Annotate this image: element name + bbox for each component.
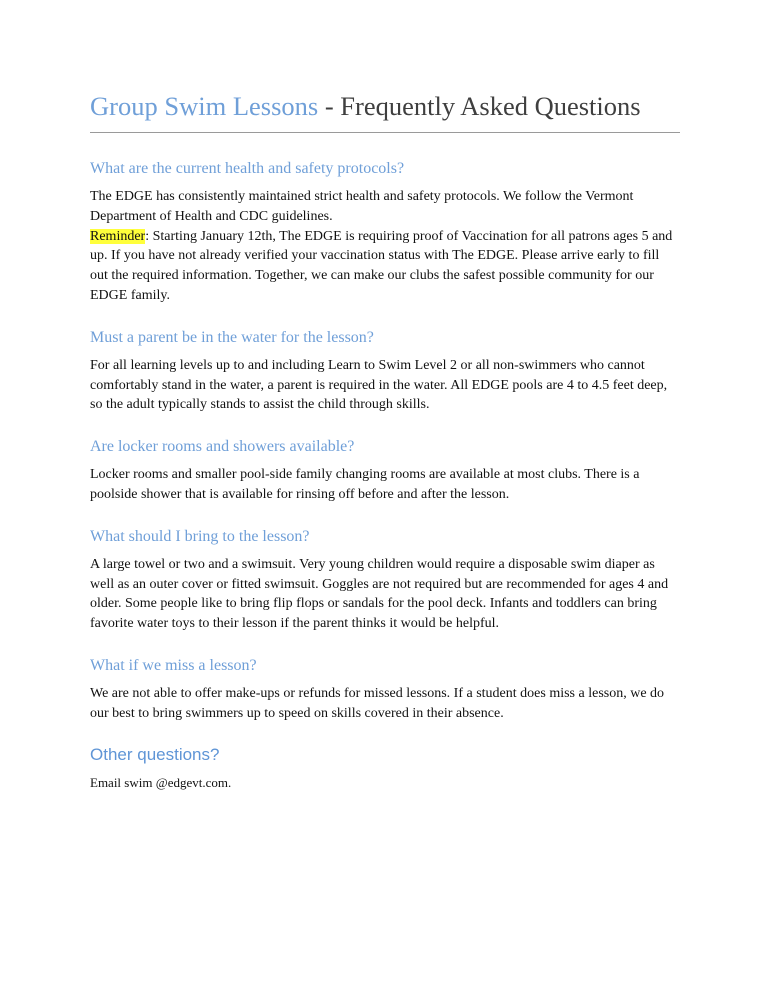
- faq-section-what-to-bring: [90, 527, 680, 634]
- title-primary: Group Swim Lessons: [90, 91, 319, 121]
- question-health-safety: What are the current health and safety protocols?: [90, 160, 405, 177]
- question-missed-lesson: What if we miss a lesson?: [90, 656, 257, 674]
- page-title: [90, 88, 680, 133]
- faq-section-parent-in-water: [90, 328, 680, 415]
- question-other: Other questions?: [90, 744, 220, 764]
- answer-health-safety-reminder: : Starting January 12th, The EDGE is requiring proof of Vaccination for all patrons ages 5 and up. If you have not already verified your vaccination status with The EDGE. Please arrive early to fill out the required information. Together, we can make our clubs the safest possible community for our EDGE family.: [90, 228, 673, 303]
- answer-parent-in-water: For all learning levels up to and including Learn to Swim Level 2 or all non-swimmers who cannot comfortably stand in the water, a parent is required in the water. All EDGE pools are 4 to 4.5 feet deep, so the adult typically stands to assist the child through skills.: [90, 357, 668, 413]
- faq-section-health-safety: [90, 159, 680, 306]
- question-what-to-bring: What should I bring to the lesson?: [90, 527, 310, 545]
- answer-locker-rooms: Locker rooms and smaller pool-side family changing rooms are available at most clubs. There is a poolside shower that is available for rinsing off before and after the lesson.: [90, 467, 640, 502]
- question-parent-in-water: Must a parent be in the water for the lesson?: [90, 328, 374, 346]
- faq-document: [90, 88, 680, 792]
- faq-section-other-questions: [90, 744, 680, 792]
- faq-section-locker-rooms: [90, 437, 680, 505]
- question-locker-rooms: Are locker rooms and showers available?: [90, 438, 355, 456]
- answer-health-safety: [90, 187, 680, 306]
- faq-section-missed-lesson: [90, 656, 680, 724]
- answer-what-to-bring: A large towel or two and a swimsuit. Very young children would require a disposable swim diaper as well as an outer cover or fitted swimsuit. Goggles are not required but are recommended for ages 4 and older. Some people like to bring flip flops or sandals for the pool deck. Infants and toddlers can bring favorite water toys to their lesson if the parent thinks it would be helpful.: [90, 556, 669, 632]
- answer-health-safety-intro: The EDGE has consistently maintained strict health and safety protocols. We follow the Vermont Department of Health and CDC guidelines.: [90, 189, 634, 224]
- reminder-highlight: Reminder: [90, 228, 146, 244]
- title-secondary: Frequently Asked Questions: [340, 91, 641, 121]
- answer-missed-lesson: We are not able to offer make-ups or refunds for missed lessons. If a student does miss a lesson, we do our best to bring swimmers up to speed on skills covered in their absence.: [90, 685, 665, 721]
- contact-email-text: Email swim @edgevt.com.: [90, 774, 232, 790]
- title-separator: -: [318, 91, 341, 121]
